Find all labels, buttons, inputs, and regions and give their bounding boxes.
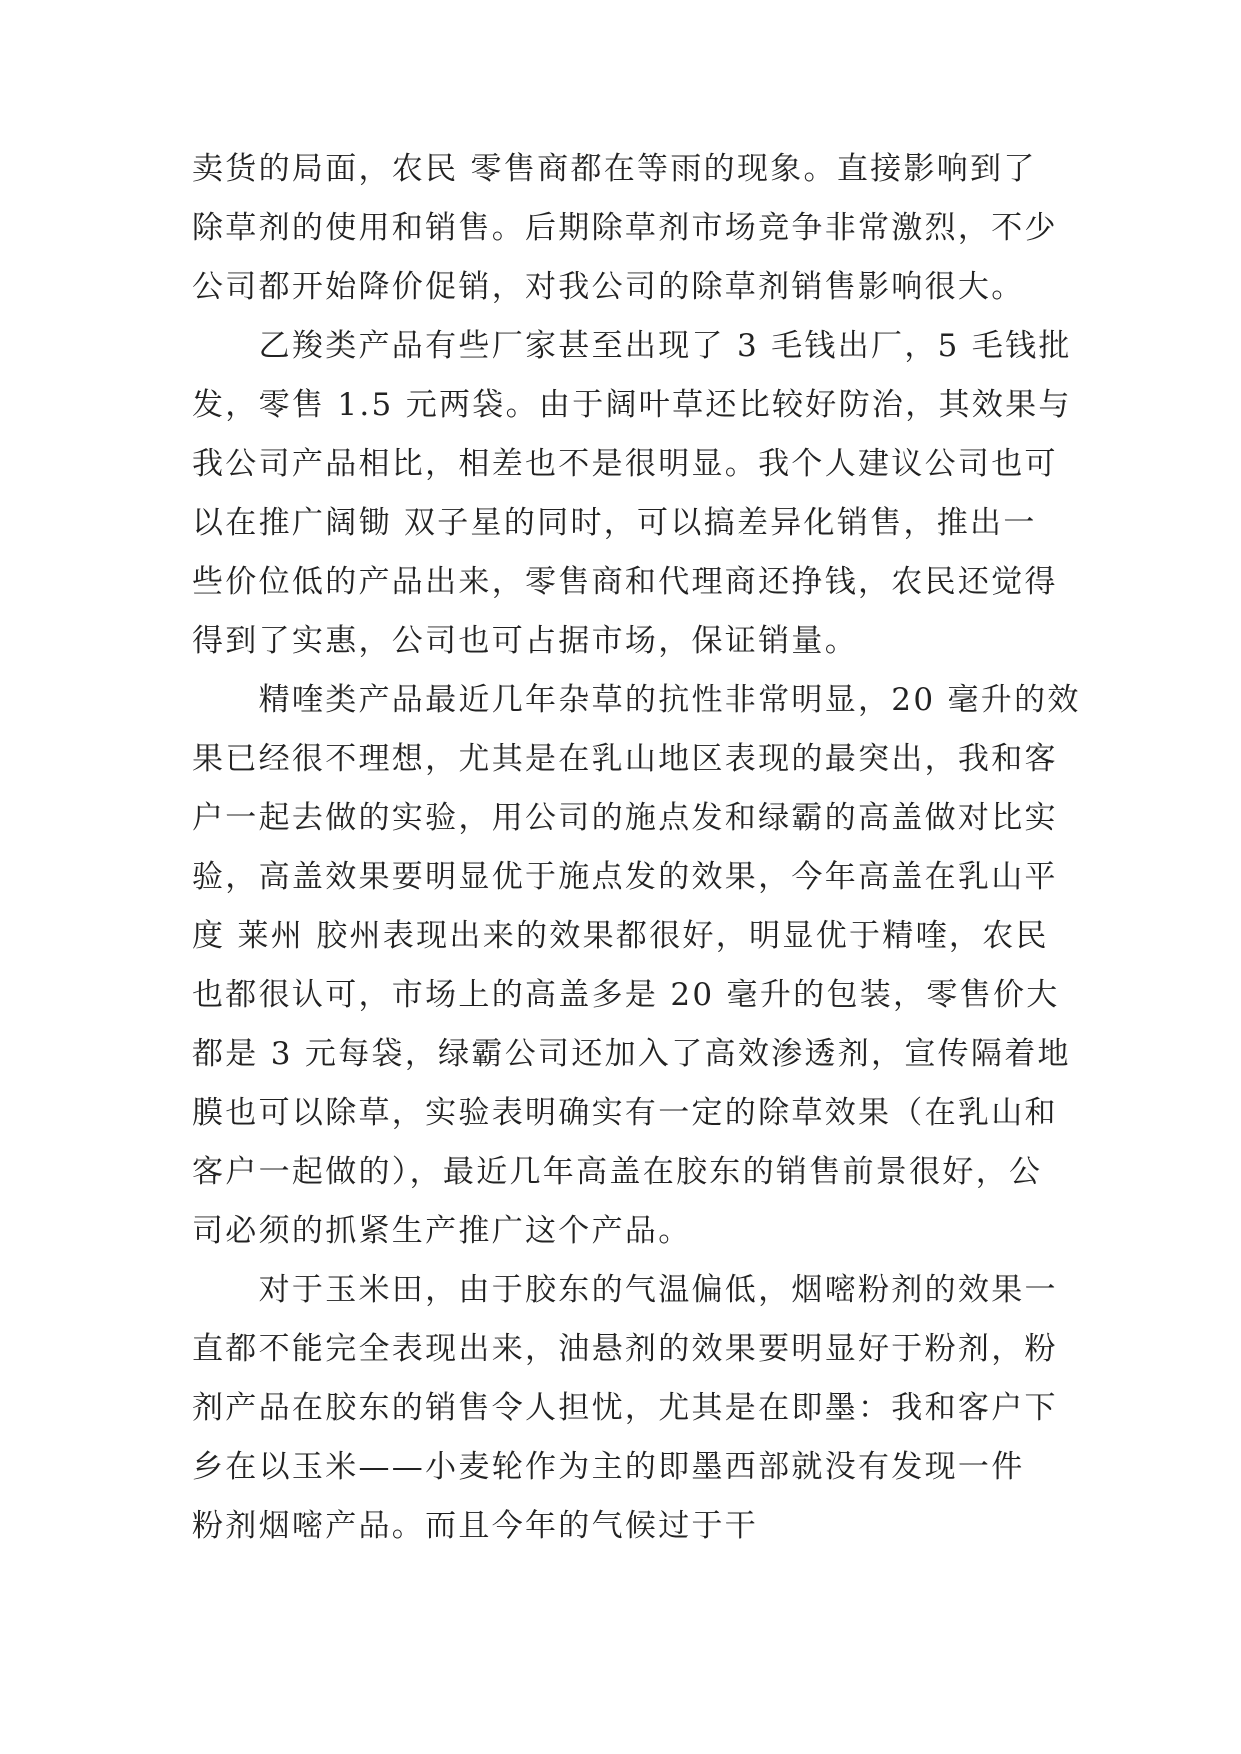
paragraph-3 bbox=[192, 671, 1081, 1261]
text-line: 卖货的局面，农民 零售商都在等雨的现象。直接影响到了 bbox=[192, 151, 1037, 187]
text-line: 乙羧类产品有些厂家甚至出现了 3 毛钱出厂，5 毛钱批 bbox=[192, 328, 1072, 364]
text-line: 膜也可以除草，实验表明确实有一定的除草效果（在乳山和 bbox=[192, 1095, 1058, 1131]
text-line: 度 莱州 胶州表现出来的效果都很好，明显优于精喹，农民 bbox=[192, 918, 1049, 954]
paragraph-1 bbox=[192, 140, 1058, 317]
text-line: 验，高盖效果要明显优于施点发的效果，今年高盖在乳山平 bbox=[192, 859, 1058, 895]
paragraph-2 bbox=[192, 317, 1072, 671]
text-line: 也都很认可，市场上的高盖多是 20 毫升的包装，零售价大 bbox=[192, 977, 1060, 1013]
text-line: 发，零售 1.5 元两袋。由于阔叶草还比较好防治，其效果与 bbox=[192, 387, 1072, 423]
text-line: 对于玉米田，由于胶东的气温偏低，烟嘧粉剂的效果一 bbox=[192, 1272, 1058, 1308]
text-line: 公司都开始降价促销，对我公司的除草剂销售影响很大。 bbox=[192, 269, 1025, 305]
text-line: 户一起去做的实验，用公司的施点发和绿霸的高盖做对比实 bbox=[192, 800, 1058, 836]
text-line: 直都不能完全表现出来，油悬剂的效果要明显好于粉剂，粉 bbox=[192, 1331, 1058, 1367]
text-line: 剂产品在胶东的销售令人担忧，尤其是在即墨：我和客户下 bbox=[192, 1390, 1058, 1426]
text-line: 果已经很不理想，尤其是在乳山地区表现的最突出，我和客 bbox=[192, 741, 1058, 777]
text-line: 都是 3 元每袋，绿霸公司还加入了高效渗透剂，宣传隔着地 bbox=[192, 1036, 1071, 1072]
text-line: 客户一起做的），最近几年高盖在胶东的销售前景很好，公 bbox=[192, 1154, 1043, 1190]
text-line: 粉剂烟嘧产品。而且今年的气候过于干 bbox=[192, 1508, 759, 1544]
paragraph-4 bbox=[192, 1261, 1058, 1556]
text-line: 精喹类产品最近几年杂草的抗性非常明显，20 毫升的效 bbox=[192, 682, 1081, 718]
text-line: 除草剂的使用和销售。后期除草剂市场竞争非常激烈，不少 bbox=[192, 210, 1058, 246]
text-line: 我公司产品相比，相差也不是很明显。我个人建议公司也可 bbox=[192, 446, 1058, 482]
text-line: 司必须的抓紧生产推广这个产品。 bbox=[192, 1213, 692, 1249]
text-line: 些价位低的产品出来，零售商和代理商还挣钱，农民还觉得 bbox=[192, 564, 1058, 600]
text-line: 以在推广阔锄 双子星的同时，可以搞差异化销售，推出一 bbox=[192, 505, 1037, 541]
text-line: 乡在以玉米——小麦轮作为主的即墨西部就没有发现一件 bbox=[192, 1449, 1025, 1485]
text-line: 得到了实惠，公司也可占据市场，保证销量。 bbox=[192, 623, 858, 659]
document-body bbox=[192, 140, 1081, 1556]
